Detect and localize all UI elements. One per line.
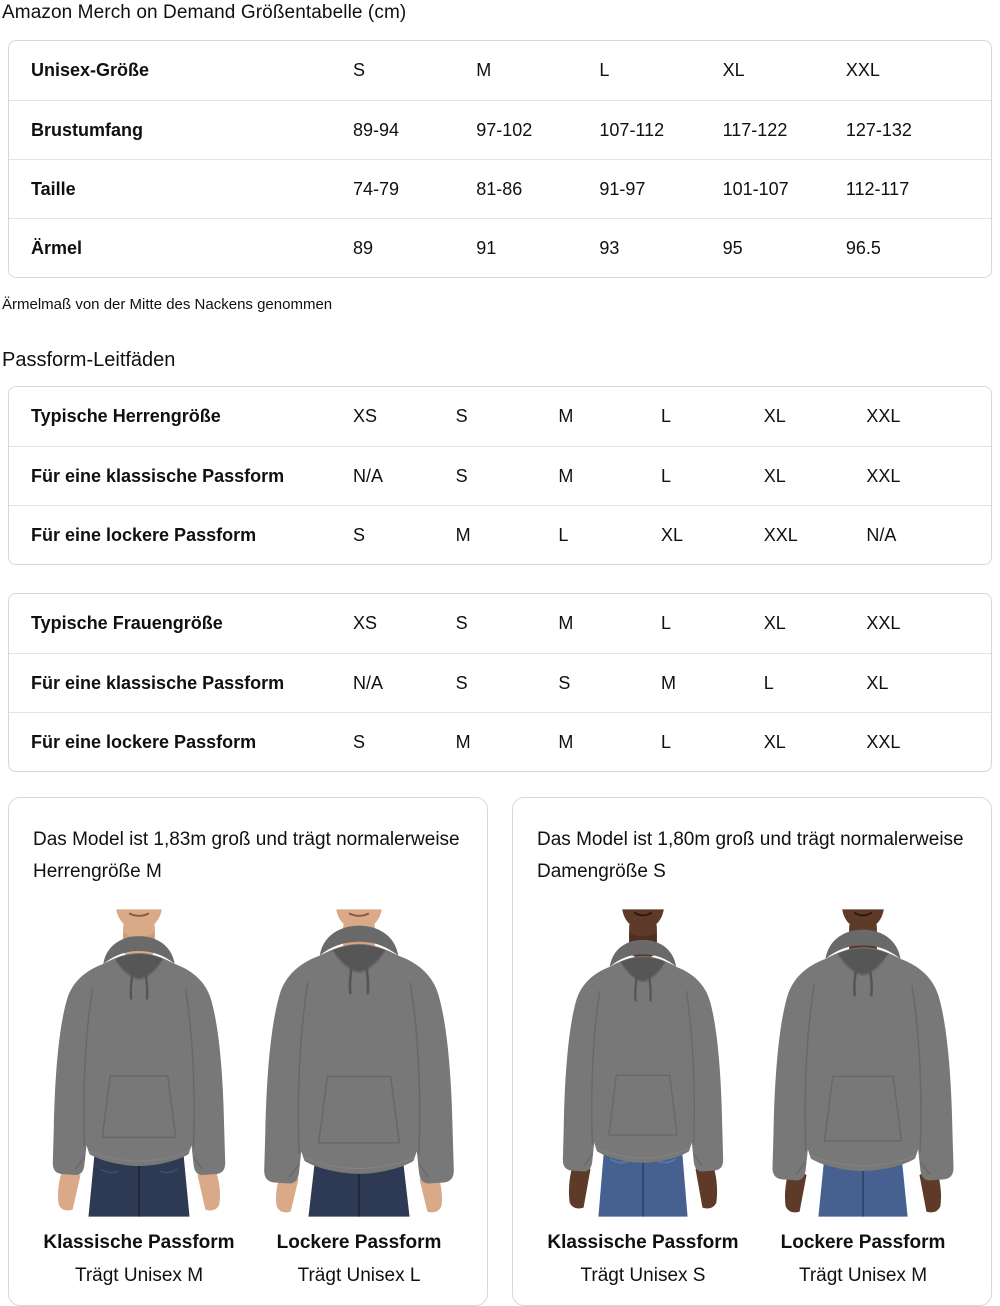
mens-fit-table bbox=[8, 386, 992, 565]
table-row bbox=[9, 446, 991, 505]
cell: XS bbox=[353, 613, 378, 633]
figures-row bbox=[535, 908, 971, 1287]
cell: 117-122 bbox=[722, 119, 788, 140]
cell: L bbox=[661, 613, 672, 633]
row-label: Typische Frauengröße bbox=[31, 613, 223, 633]
cell: 93 bbox=[599, 237, 620, 258]
size-label: Trägt Unisex L bbox=[297, 1265, 421, 1286]
table-row bbox=[9, 712, 991, 771]
cell: S bbox=[558, 672, 571, 693]
cell: XXL bbox=[866, 731, 901, 752]
row-label: Taille bbox=[31, 178, 76, 199]
page-title: Amazon Merch on Demand Größentabelle (cm) bbox=[2, 2, 407, 23]
table-row bbox=[9, 653, 991, 712]
womens-model-card bbox=[512, 797, 992, 1306]
cell: S bbox=[353, 524, 366, 545]
table-row bbox=[9, 100, 991, 159]
cell: XS bbox=[353, 406, 378, 426]
size-label: Trägt Unisex S bbox=[580, 1265, 706, 1286]
mens-model-card bbox=[8, 797, 488, 1306]
cell: M bbox=[476, 60, 492, 80]
cell: 74-79 bbox=[353, 178, 400, 199]
cell: 96.5 bbox=[845, 237, 881, 258]
figures-row bbox=[31, 908, 467, 1287]
cell: XXL bbox=[845, 60, 880, 80]
cell: XL bbox=[722, 60, 745, 80]
cell: L bbox=[661, 406, 672, 426]
table-row bbox=[9, 218, 991, 277]
cell: 89 bbox=[353, 237, 374, 258]
row-label: Für eine klassische Passform bbox=[31, 672, 285, 693]
cell: M bbox=[455, 524, 471, 545]
cell: S bbox=[455, 465, 468, 486]
row-label: Für eine klassische Passform bbox=[31, 465, 285, 486]
row-label: Für eine lockere Passform bbox=[31, 731, 257, 752]
row-label: Unisex-Größe bbox=[31, 60, 150, 80]
cell: 112-117 bbox=[845, 178, 910, 199]
sleeve-measure-note: Ärmelmaß von der Mitte des Nackens genommen bbox=[2, 296, 333, 313]
cell: S bbox=[455, 672, 468, 693]
row-label: Ärmel bbox=[31, 237, 83, 258]
row-label: Typische Herrengröße bbox=[31, 406, 221, 426]
figure-classic-fit bbox=[31, 908, 247, 1287]
cell: 97-102 bbox=[476, 119, 533, 140]
cell: 107-112 bbox=[599, 119, 665, 140]
cell: 101-107 bbox=[722, 178, 789, 199]
cell: 127-132 bbox=[845, 119, 912, 140]
cell: M bbox=[558, 406, 574, 426]
model-cards bbox=[8, 797, 992, 1306]
cell: XL bbox=[763, 406, 786, 426]
cell: M bbox=[558, 731, 574, 752]
cell: XXL bbox=[866, 613, 901, 633]
size-label: Trägt Unisex M bbox=[798, 1265, 928, 1286]
figure-classic-fit bbox=[535, 908, 751, 1287]
cell: M bbox=[558, 465, 574, 486]
model-photo-mens-classic-fit bbox=[31, 908, 247, 1218]
size-label: Trägt Unisex M bbox=[74, 1265, 204, 1286]
cell: XL bbox=[763, 465, 786, 486]
fit-label: Lockere Passform bbox=[276, 1232, 442, 1253]
cell: L bbox=[599, 60, 610, 80]
table-row bbox=[9, 505, 991, 564]
model-description: Das Model ist 1,83m groß und trägt normalerweise Herrengröße M bbox=[33, 829, 460, 882]
cell: N/A bbox=[353, 465, 384, 486]
cell: L bbox=[763, 672, 774, 693]
cell: S bbox=[455, 406, 468, 426]
cell: S bbox=[455, 613, 468, 633]
cell: XL bbox=[661, 524, 684, 545]
unisex-size-table bbox=[8, 40, 992, 278]
cell: 91-97 bbox=[599, 178, 646, 199]
table-row bbox=[9, 159, 991, 218]
model-description: Das Model ist 1,80m groß und trägt normalerweise Damengröße S bbox=[537, 829, 964, 882]
womens-fit-table bbox=[8, 593, 992, 772]
model-photo-womens-loose-fit bbox=[755, 908, 971, 1218]
cell: 89-94 bbox=[353, 119, 400, 140]
cell: 81-86 bbox=[476, 178, 523, 199]
cell: S bbox=[353, 731, 366, 752]
model-photo-mens-loose-fit bbox=[251, 908, 467, 1218]
cell: L bbox=[558, 524, 569, 545]
cell: N/A bbox=[866, 524, 897, 545]
fit-guides-title: Passform-Leitfäden bbox=[2, 349, 176, 371]
cell: N/A bbox=[353, 672, 384, 693]
cell: XL bbox=[763, 613, 786, 633]
cell: XXL bbox=[866, 465, 901, 486]
model-photo-womens-classic-fit bbox=[535, 908, 751, 1218]
cell: M bbox=[661, 672, 677, 693]
row-label: Brustumfang bbox=[31, 119, 143, 140]
fit-label: Klassische Passform bbox=[43, 1232, 235, 1253]
cell: XL bbox=[763, 731, 786, 752]
cell: M bbox=[558, 613, 574, 633]
cell: XL bbox=[866, 672, 889, 693]
cell: S bbox=[353, 60, 366, 80]
cell: 91 bbox=[476, 237, 497, 258]
table-row bbox=[9, 387, 991, 446]
cell: M bbox=[455, 731, 471, 752]
cell: L bbox=[661, 731, 672, 752]
fit-label: Klassische Passform bbox=[547, 1232, 739, 1253]
row-label: Für eine lockere Passform bbox=[31, 524, 257, 545]
table-row bbox=[9, 594, 991, 653]
figure-loose-fit bbox=[251, 908, 467, 1287]
fit-label: Lockere Passform bbox=[780, 1232, 946, 1253]
cell: 95 bbox=[722, 237, 743, 258]
figure-loose-fit bbox=[755, 908, 971, 1287]
cell: L bbox=[661, 465, 672, 486]
cell: XXL bbox=[866, 406, 901, 426]
table-row bbox=[9, 41, 991, 100]
cell: XXL bbox=[763, 524, 798, 545]
